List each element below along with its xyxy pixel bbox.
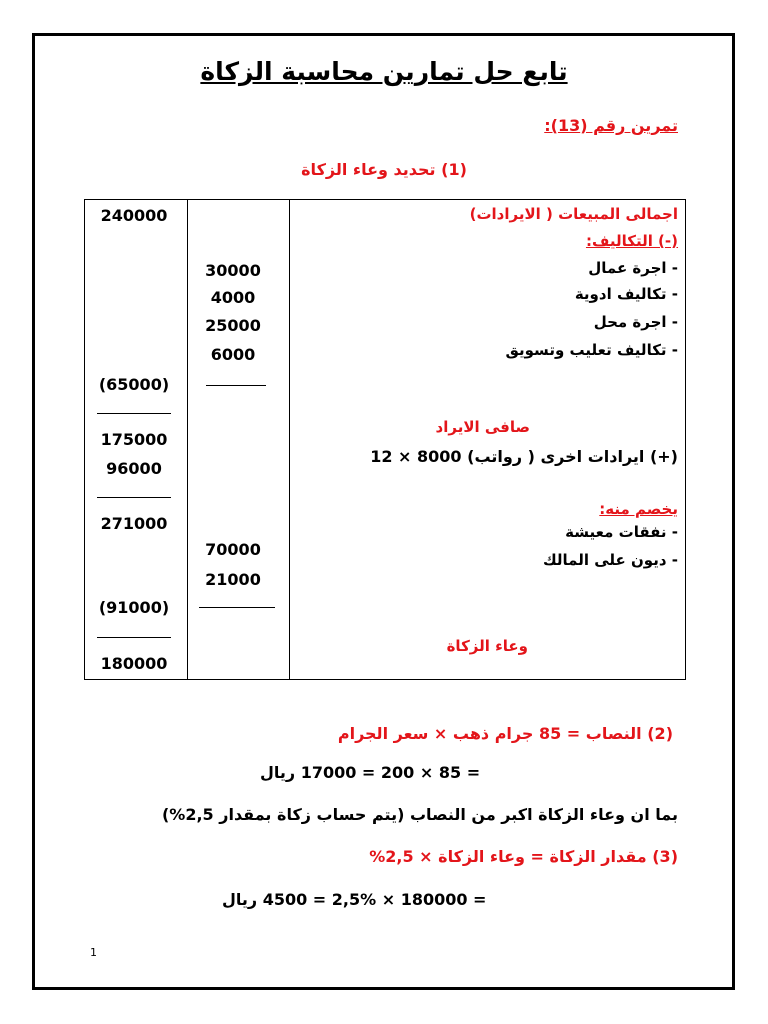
cost-item: - تكاليف ادوية [574,285,678,303]
zakat-base-label: وعاء الزكاة [446,637,528,655]
total-sales-label: اجمالى المبيعات ( الايرادات) [469,205,678,223]
cost-value: 30000 [205,261,261,280]
total-deductions-value: (91000) [98,598,170,617]
net-revenue-value: 175000 [100,430,168,449]
page-number: 1 [90,946,97,959]
exercise-number: تمرين رقم (13): [544,116,678,135]
sum-rule [97,637,171,638]
deduction-item: - ديون على المالك [542,551,678,569]
sum-rule-deductions [199,607,275,608]
zakat-amount-calculation: = 180000 × 2,5% = 4500 ريال [222,890,487,909]
deduction-value: 70000 [205,540,261,559]
costs-header: (-) التكاليف: [585,232,678,250]
subtotal-value: 271000 [100,514,168,533]
cost-item: - اجرة محل [593,313,678,331]
other-revenue-label: (+) ايرادات اخرى ( رواتب) 8000 × 12 [370,447,678,466]
cost-item: - تكاليف تعليب وتسويق [505,341,678,359]
sum-rule [97,413,171,414]
sum-rule [97,497,171,498]
deduction-item: - نفقات معيشة [565,523,678,541]
deduction-value: 21000 [205,570,261,589]
column-divider-right [289,200,290,679]
total-sales-value: 240000 [100,206,168,225]
page-title: تابع حل تمارين محاسبة الزكاة [200,57,568,86]
other-revenue-value: 96000 [106,459,162,478]
net-revenue-label: صافى الايراد [435,418,530,436]
cost-value: 6000 [210,345,256,364]
nisab-note: بما ان وعاء الزكاة اكبر من النصاب (يتم حساب زكاة بمقدار 2,5%) [161,805,678,824]
section3-title: (3) مقدار الزكاة = وعاء الزكاة × 2,5% [369,847,678,866]
cost-value: 25000 [205,316,261,335]
section1-title: (1) تحديد وعاء الزكاة [301,160,467,179]
total-costs-value: (65000) [98,375,170,394]
deductions-header: يخصم منه: [599,500,678,518]
cost-value: 4000 [210,288,256,307]
nisab-calculation: = 85 × 200 = 17000 ريال [260,763,481,782]
section2-title: (2) النصاب = 85 جرام ذهب × سعر الجرام [337,724,673,743]
zakat-base-value: 180000 [100,654,168,673]
sum-rule-costs [206,385,266,386]
cost-item: - اجرة عمال [588,259,678,277]
